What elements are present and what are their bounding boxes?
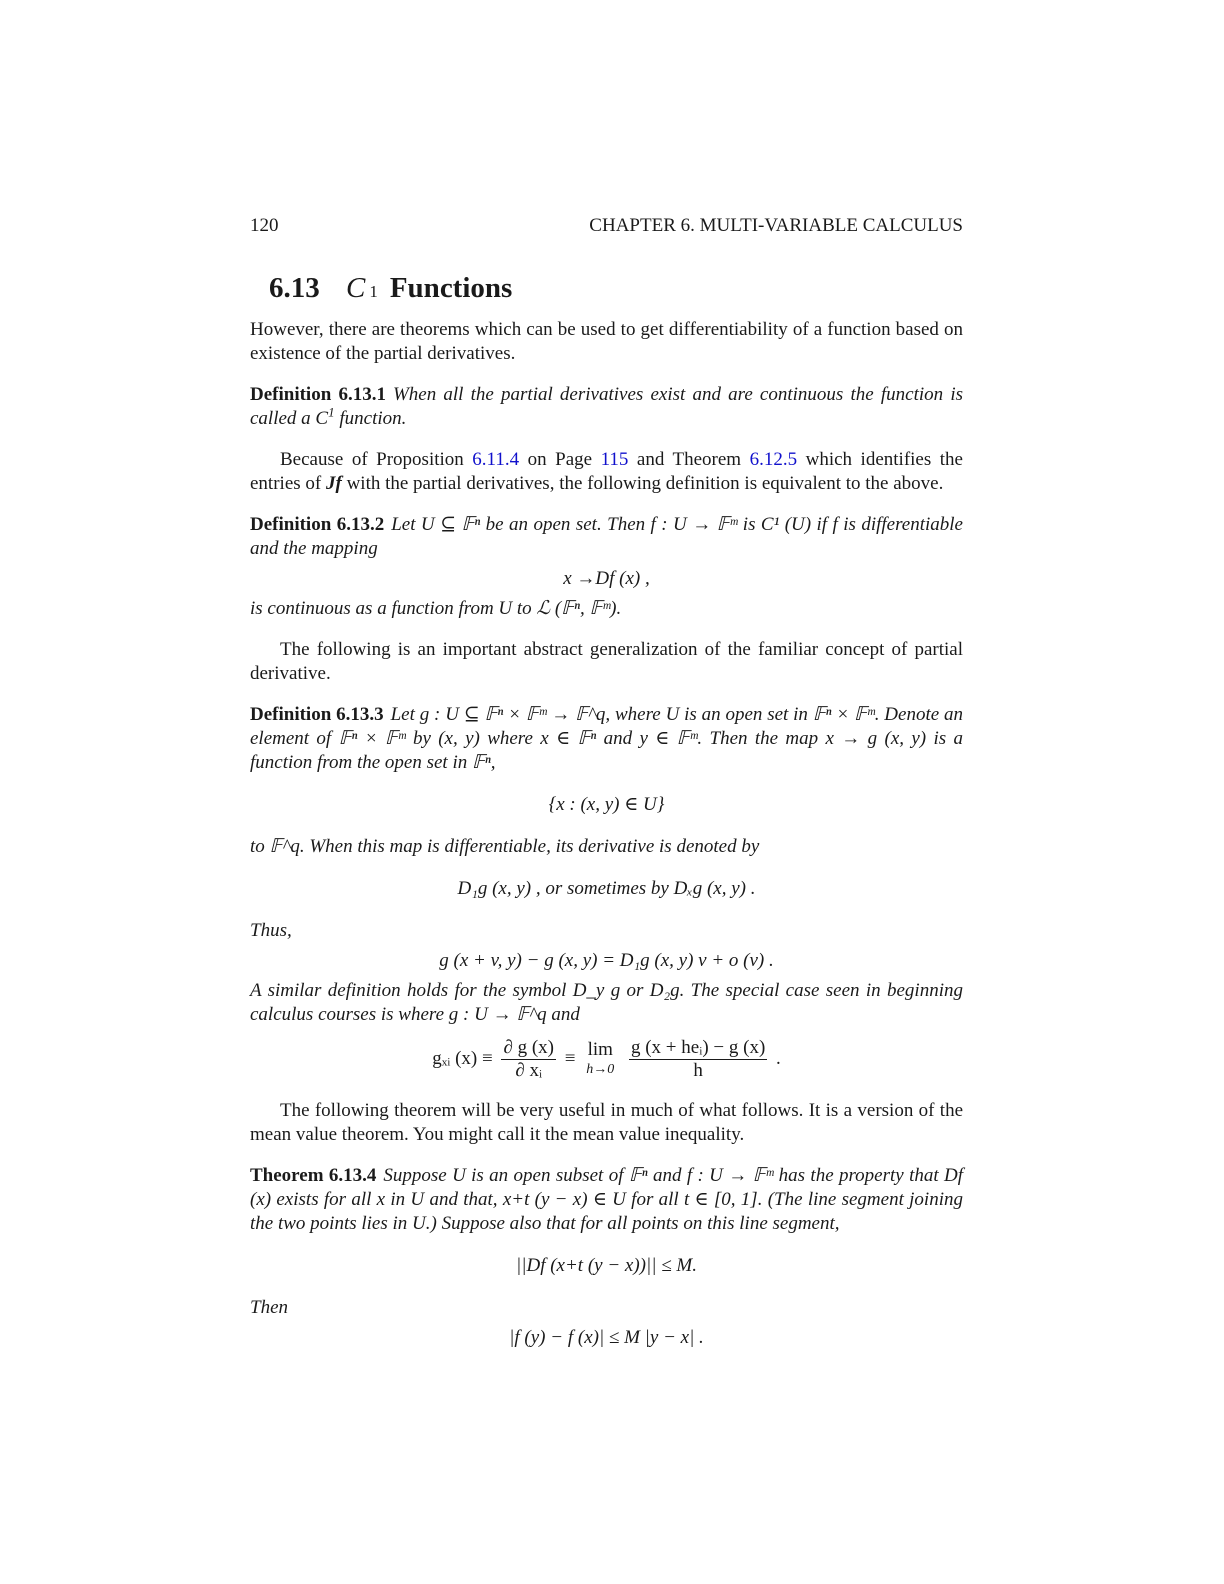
link-theorem[interactable]: 6.12.5 [749, 449, 798, 470]
equation-derivative: D₁g (x, y) , or sometimes by Dₓg (x, y) . [457, 878, 756, 899]
running-title: CHAPTER 6. MULTI-VARIABLE CALCULUS [589, 215, 963, 236]
definition-text-cont: A similar definition holds for the symbol D_y g or D₂g. The special case seen in beginning calculus courses is where g : U → 𝔽^q and [250, 980, 963, 1025]
text: on Page [519, 449, 601, 470]
theorem-text: Suppose U is an open subset of 𝔽ⁿ and f : U → 𝔽ᵐ has the property that Df (x) exists for all x in U and that, x+t (y − x) ∈ U for all t ∈ [0, 1]. (The line segment joining the two points lies in U.) Suppose also that for all points on this line segment, [250, 1165, 963, 1234]
then-label: Then [250, 1297, 288, 1318]
equation-lhs: gₓᵢ (x) ≡ [432, 1047, 493, 1069]
section-title-prefix: C [346, 272, 366, 304]
lim-subscript: h→0 [586, 1061, 615, 1077]
definition-text-cont: to 𝔽^q. When this map is differentiable, its derivative is denoted by [250, 836, 760, 857]
thus-label: Thus, [250, 920, 292, 941]
section-title-rest: Functions [389, 272, 513, 304]
link-proposition[interactable]: 6.11.4 [472, 449, 520, 470]
equation-set: {x : (x, y) ∈ U} [548, 794, 665, 815]
link-page[interactable]: 115 [600, 449, 629, 470]
numerator: ∂ g (x) [503, 1037, 555, 1058]
denominator: ∂ xᵢ [515, 1060, 543, 1081]
page-header [250, 214, 963, 238]
definition-text-end: function. [334, 408, 407, 429]
definition-text: Let U ⊆ 𝔽ⁿ be an open set. Then f : U → 𝔽ᵐ is C¹ (U) if f is differentiable and the mapping [250, 514, 963, 559]
paragraph-generalization: The following is an important abstract generalization of the familiar concept of partial derivative. [250, 639, 963, 684]
fraction-partial [501, 1037, 556, 1082]
definition-sup: 1 [328, 404, 335, 420]
paragraph-proposition [250, 448, 963, 496]
section-title: 6.13 C 1 Functions [269, 272, 513, 304]
fraction-difference [629, 1037, 767, 1082]
theorem-label: Theorem 6.13.4 [250, 1165, 377, 1186]
text: and Theorem [628, 449, 750, 470]
definition-label: Definition 6.13.2 [250, 514, 385, 535]
section-number: 6.13 [269, 272, 320, 304]
text: Because of Proposition [280, 449, 473, 470]
paragraph-mean-value: The following theorem will be very useful in much of what follows. It is a version of the mean value theorem. You might call it the mean value inequality. [250, 1100, 963, 1145]
page-body [250, 214, 963, 1356]
bold-term: Jf [325, 473, 342, 494]
equation-expansion: g (x + v, y) − g (x, y) = D₁g (x, y) v + o (v) . [439, 950, 774, 971]
definition-label: Definition 6.13.3 [250, 704, 384, 725]
then-row [250, 1296, 963, 1320]
definition-6-13-3 [250, 703, 963, 1082]
lim-text: lim [587, 1038, 613, 1060]
definition-6-13-1 [250, 383, 963, 431]
equation-bound: ||Df (x+t (y − x))|| ≤ M. [516, 1255, 697, 1276]
definition-text: When all the partial derivatives exist and are continuous the function is called a C [250, 384, 963, 429]
denominator: h [693, 1060, 703, 1081]
equation-end: . [776, 1047, 781, 1069]
text: with the partial derivatives, the following definition is equivalent to the above. [341, 473, 944, 494]
equation: x →Df (x) , [563, 568, 650, 589]
text: which identifies the entries of [250, 449, 963, 494]
definition-text: Let g : U ⊆ 𝔽ⁿ × 𝔽ᵐ → 𝔽^q, where U is an open set in 𝔽ⁿ × 𝔽ᵐ. Denote an element of 𝔽ⁿ × 𝔽ᵐ by (x, y) where x ∈ 𝔽ⁿ and y ∈ 𝔽ᵐ. Then the map x → g (x, y) is a function from the open set in 𝔽ⁿ, [250, 704, 963, 773]
equiv-symbol: ≡ [564, 1047, 576, 1069]
definition-6-13-2 [250, 513, 963, 621]
page-number: 120 [250, 215, 279, 236]
intro-paragraph: However, there are theorems which can be used to get differentiability of a function based on existence of the partial derivatives. [250, 319, 963, 364]
limit-operator [586, 1040, 614, 1080]
definition-label: Definition 6.13.1 [250, 384, 386, 405]
definition-text-cont: is continuous as a function from U to ℒ (𝔽ⁿ, 𝔽ᵐ). [250, 598, 622, 619]
numerator: g (x + heᵢ) − g (x) [630, 1037, 766, 1058]
equation-partial [250, 1037, 963, 1082]
theorem-6-13-4 [250, 1164, 963, 1350]
equation-inequality: |f (y) − f (x)| ≤ M |y − x| . [509, 1327, 704, 1348]
